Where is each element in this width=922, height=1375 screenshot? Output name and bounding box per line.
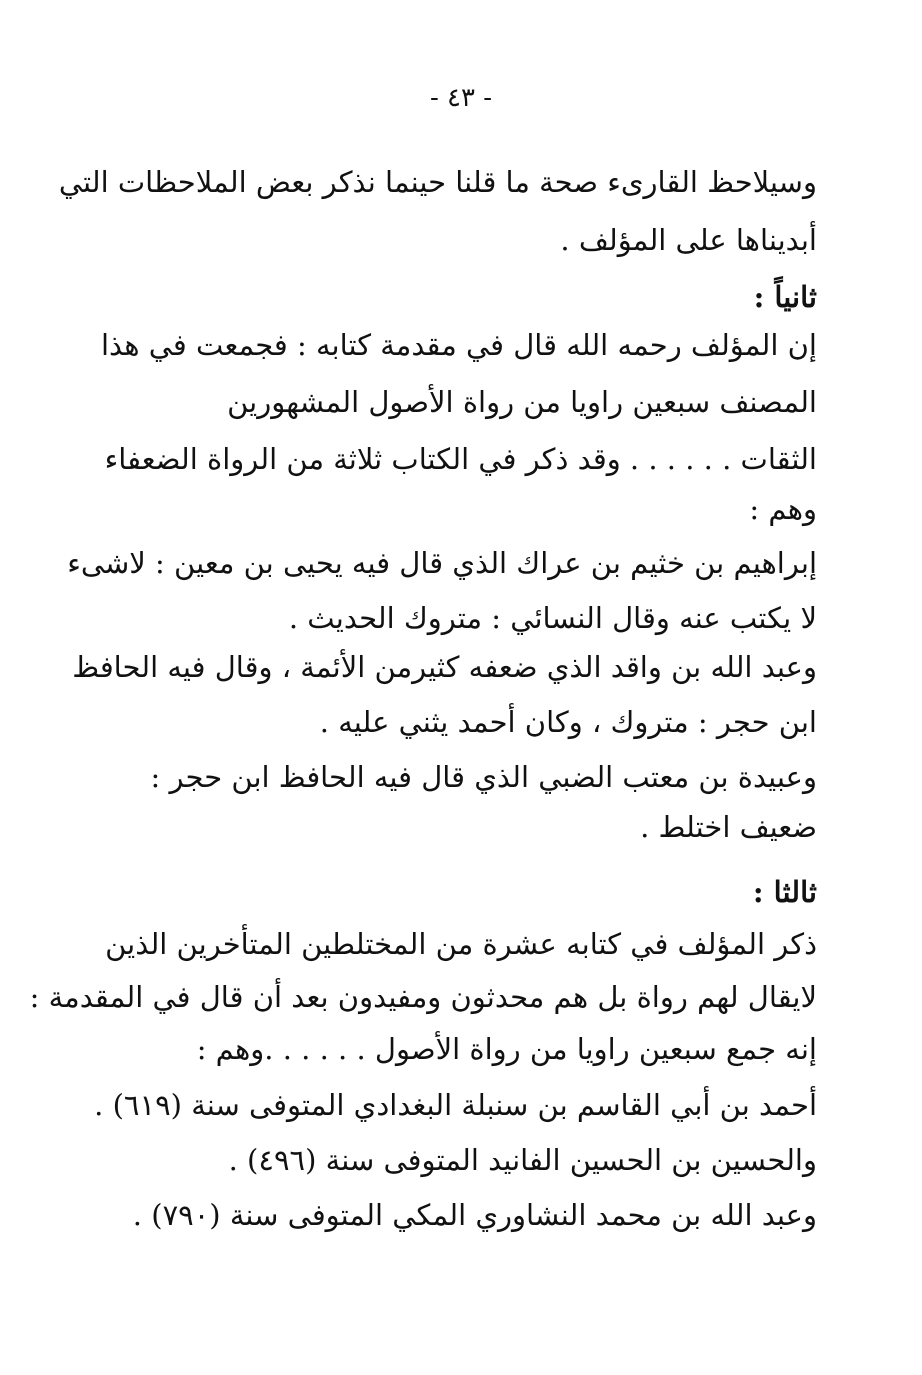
text-line-7: وهم : xyxy=(749,492,817,526)
text-line-12: وعبيدة بن معتب الضبي الذي قال فيه الحافظ ابن حجر : xyxy=(150,760,817,794)
text-line-10: وعبد الله بن واقد الذي ضعفه كثيرمن الأئمة ، وقال فيه الحافظ xyxy=(72,650,817,684)
text-line-15: ذكر المؤلف في كتابه عشرة من المختلطين المتأخرين الذين xyxy=(105,927,817,961)
text-line-17: إنه جمع سبعين راويا من رواة الأصول . . . . . .وهم : xyxy=(196,1032,817,1066)
text-line-2: أبديناها على المؤلف . xyxy=(560,223,817,257)
page-number: - ٤٣ - xyxy=(429,83,493,113)
section-heading-third: ثالثا : xyxy=(752,875,817,909)
text-line-16: لايقال لهم رواة بل هم محدثون ومفيدون بعد أن قال في المقدمة : xyxy=(29,980,817,1014)
text-line-13: ضعيف اختلط . xyxy=(640,810,817,844)
text-line-6: الثقات . . . . . . وقد ذكر في الكتاب ثلاثة من الرواة الضعفاء xyxy=(104,442,817,476)
text-line-11: ابن حجر : متروك ، وكان أحمد يثني عليه . xyxy=(319,705,817,739)
text-line-5: المصنف سبعين راويا من رواة الأصول المشهورين xyxy=(227,385,817,419)
text-line-20: وعبد الله بن محمد النشاوري المكي المتوفى سنة (٧٩٠) . xyxy=(132,1198,817,1232)
section-heading-second: ثانياً : xyxy=(753,280,817,314)
text-line-9: لا يكتب عنه وقال النسائي : متروك الحديث . xyxy=(288,601,817,635)
text-line-19: والحسين بن الحسين الفانيد المتوفى سنة (٤٩٦) . xyxy=(228,1143,817,1177)
text-line-4: إن المؤلف رحمه الله قال في مقدمة كتابه : فجمعت في هذا xyxy=(100,328,817,362)
text-line-18: أحمد بن أبي القاسم بن سنبلة البغدادي المتوفى سنة (٦١٩) . xyxy=(94,1088,817,1122)
text-line-1: وسيلاحظ القارىء صحة ما قلنا حينما نذكر بعض الملاحظات التي xyxy=(58,165,817,199)
text-line-8: إبراهيم بن خثيم بن عراك الذي قال فيه يحيى بن معين : لاشىء xyxy=(67,546,817,580)
